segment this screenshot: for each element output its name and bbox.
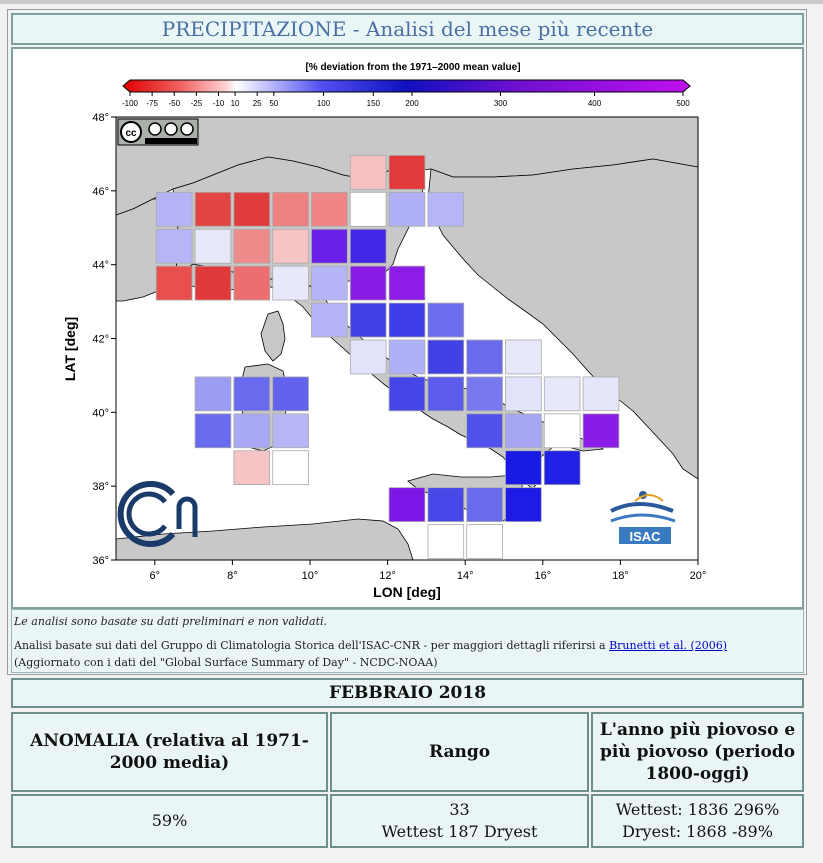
colorbar-tick-label: 300 (493, 99, 508, 108)
anomaly-cell (234, 266, 270, 300)
anomaly-cell (350, 340, 386, 374)
source-text (14, 637, 794, 671)
anomaly-cell (467, 340, 503, 374)
anomaly-cell (544, 414, 580, 448)
colorbar-tick-label: 500 (676, 99, 690, 108)
colorbar-tick-label: 100 (316, 99, 331, 108)
anomaly-cell (544, 377, 580, 411)
rank-number: 33 (449, 800, 470, 819)
anomaly-cell (389, 192, 425, 226)
anomaly-cell (428, 525, 464, 559)
anomaly-cell (273, 451, 309, 485)
x-tick-label: 10° (301, 570, 319, 582)
anomaly-cell (273, 414, 309, 448)
header-extremes: L'anno più piovoso e più piovoso (periodo 1800-oggi) (591, 712, 804, 792)
anomaly-cell (389, 340, 425, 374)
colorbar-tick-label: 50 (269, 99, 279, 108)
anomaly-cell (350, 155, 386, 189)
browser-top-edge (0, 0, 823, 4)
y-tick-label: 36° (92, 555, 109, 567)
anomaly-cell (583, 377, 619, 411)
anomaly-cell (195, 192, 231, 226)
page-title: PRECIPITAZIONE - Analisi del mese più recente (11, 13, 804, 45)
anomaly-cell (544, 451, 580, 485)
anomaly-cell (428, 377, 464, 411)
svg-text:cc: cc (125, 128, 137, 139)
colorbar-tick-label: 25 (252, 99, 262, 108)
x-tick-label: 18° (612, 570, 629, 582)
x-axis-label: LON [deg] (373, 584, 441, 600)
anomaly-cell (467, 414, 503, 448)
rank-value (330, 794, 589, 848)
anomaly-cell (350, 266, 386, 300)
anomaly-cell (195, 266, 231, 300)
summary-table (9, 710, 806, 850)
anomaly-cell (234, 229, 270, 263)
rank-detail: Wettest 187 Dryest (381, 822, 538, 841)
anomaly-cell (234, 377, 270, 411)
anomaly-cell (234, 414, 270, 448)
anomaly-cell (156, 192, 192, 226)
colorbar-tick-label: -25 (190, 99, 203, 108)
header-rank: Rango (330, 712, 589, 792)
anomaly-cell (312, 229, 348, 263)
colorbar-tick-label: 150 (366, 99, 380, 108)
source-text-part2: (Aggiornato con i dati del "Global Surface Summary of Day" - NCDC-NOAA) (14, 656, 438, 669)
y-tick-label: 42° (92, 333, 109, 346)
month-header: FEBBRAIO 2018 (11, 678, 804, 708)
anomaly-cell (428, 192, 464, 226)
source-text-part1: Analisi basate sui dati del Gruppo di Climatologia Storica dell'ISAC-CNR - per maggiori dettagli riferirsi a (14, 639, 606, 652)
y-tick-label: 40° (92, 407, 109, 420)
dryest-year: Dryest: 1868 -89% (622, 822, 773, 841)
anomaly-cell (350, 229, 386, 263)
anomaly-cell (506, 451, 542, 485)
anomaly-cell (506, 488, 542, 522)
colorbar (123, 80, 690, 92)
x-tick-label: 6° (149, 570, 161, 582)
anomaly-cell (506, 414, 542, 448)
x-tick-label: 12° (379, 570, 396, 582)
y-tick-label: 46° (92, 185, 109, 198)
map-svg (13, 49, 802, 607)
svg-text:ISAC: ISAC (629, 529, 661, 544)
anomaly-cell (389, 303, 425, 337)
notes-panel (11, 609, 804, 673)
anomaly-cell (195, 377, 231, 411)
x-tick-label: 16° (534, 570, 552, 582)
anomaly-cell (389, 266, 425, 300)
anomaly-cell (312, 192, 348, 226)
disclaimer-text: Le analisi sono basate su dati preliminari e non validati. (14, 615, 328, 628)
anomaly-cell (273, 266, 309, 300)
anomaly-cell (350, 303, 386, 337)
colorbar-tick-label: 200 (405, 99, 419, 108)
anomaly-value: 59% (11, 794, 328, 848)
anomaly-cell (350, 192, 386, 226)
anomaly-cell (428, 340, 464, 374)
y-tick-label: 44° (92, 259, 109, 272)
anomaly-cell (467, 488, 503, 522)
colorbar-tick-label: 400 (587, 99, 602, 108)
anomaly-cell (428, 303, 464, 337)
y-axis-label: LAT [deg] (62, 316, 78, 382)
anomaly-cell (312, 266, 348, 300)
cc-license-icon (118, 119, 198, 145)
colorbar-title: [% deviation from the 1971–2000 mean value] (305, 62, 521, 73)
anomaly-cell (234, 451, 270, 485)
anomaly-cell (389, 488, 425, 522)
extremes-value (591, 794, 804, 848)
anomaly-cell (156, 229, 192, 263)
brunetti-link[interactable]: Brunetti et al. (2006) (609, 639, 728, 652)
anomaly-cell (506, 340, 542, 374)
anomaly-cell (506, 377, 542, 411)
colorbar-tick-label: -75 (146, 99, 158, 108)
anomaly-cell (583, 414, 619, 448)
anomaly-cell (273, 192, 309, 226)
colorbar-tick-label: -10 (212, 99, 225, 108)
colorbar-ticks (122, 92, 690, 108)
colorbar-tick-label: -100 (121, 99, 139, 108)
anomaly-cell (467, 525, 503, 559)
colorbar-tick-label: 10 (230, 99, 240, 108)
anomaly-cell (234, 192, 270, 226)
colorbar-tick-label: -50 (168, 99, 181, 108)
header-anomaly: ANOMALIA (relativa al 1971-2000 media) (11, 712, 328, 792)
anomaly-cell (389, 155, 425, 189)
anomaly-cell (273, 229, 309, 263)
anomaly-cell (156, 266, 192, 300)
anomaly-cell (428, 488, 464, 522)
anomaly-cell (273, 377, 309, 411)
anomaly-cell (312, 303, 348, 337)
x-tick-label: 14° (456, 570, 474, 582)
y-tick-label: 38° (92, 481, 109, 494)
anomaly-cell (467, 377, 503, 411)
anomaly-cell (195, 414, 231, 448)
anomaly-cell (389, 377, 425, 411)
precipitation-map (11, 47, 804, 609)
anomaly-cell (195, 229, 231, 263)
x-tick-label: 20° (689, 570, 707, 582)
wettest-year: Wettest: 1836 296% (615, 800, 780, 819)
y-tick-label: 48° (92, 112, 109, 124)
x-tick-label: 8° (227, 570, 238, 582)
